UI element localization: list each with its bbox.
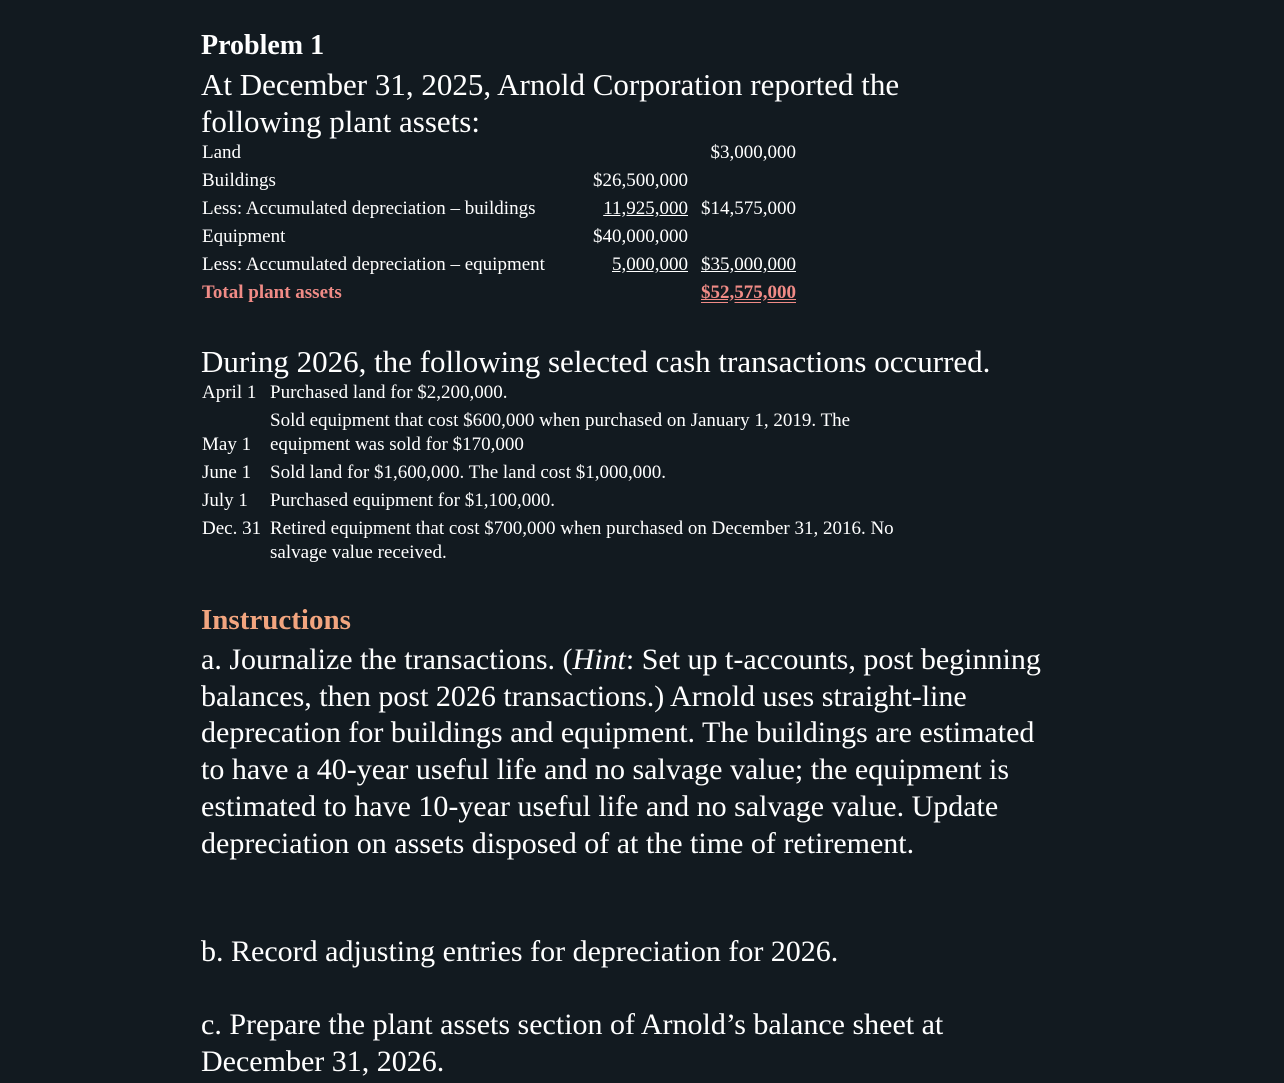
transaction-text: Purchased land for $2,200,000. [270,382,508,403]
total-plant-assets-label: Total plant assets [202,282,342,303]
instruction-a-hint: Hint [572,643,626,676]
instruction-a-prefix: a. Journalize the transactions. ( [201,643,573,676]
equipment-net-value: $35,000,000 [701,254,796,275]
transaction-date: Dec. 31 [202,518,262,539]
transaction-date: June 1 [202,462,252,483]
transaction-text: equipment was sold for $170,000 [270,434,524,455]
transaction-text: Sold equipment that cost $600,000 when purchased on January 1, 2019. The [270,410,851,431]
buildings-value: $26,500,000 [593,170,688,191]
equipment-value: $40,000,000 [593,226,688,247]
instructions-heading: Instructions [201,604,351,636]
instruction-a [201,642,1041,862]
acc-dep-buildings-label: Less: Accumulated depreciation – buildings [202,198,536,219]
acc-dep-buildings-value: 11,925,000 [603,198,688,219]
acc-dep-equipment-label: Less: Accumulated depreciation – equipment [202,254,545,275]
buildings-net-value: $14,575,000 [701,198,796,219]
transaction-date: July 1 [202,490,248,511]
instruction-c: c. Prepare the plant assets section of Arnold’s balance sheet at December 31, 2026. [201,1008,944,1078]
acc-dep-equipment-value: 5,000,000 [612,254,688,275]
instruction-b: b. Record adjusting entries for depreciation for 2026. [201,935,839,968]
total-plant-assets-value: $52,575,000 [701,282,796,303]
buildings-label: Buildings [202,170,276,191]
problem-intro: At December 31, 2025, Arnold Corporation reported the following plant assets: [201,67,900,139]
transaction-date: May 1 [202,434,252,455]
transactions-heading: During 2026, the following selected cash transactions occurred. [201,344,991,379]
transaction-text: Retired equipment that cost $700,000 when purchased on December 31, 2016. No [270,518,894,539]
equipment-label: Equipment [202,226,286,247]
land-value: $3,000,000 [710,142,796,163]
instruction-a-rest: : Set up t-accounts, post beginning balances, then post 2026 transactions.) Arnold uses straight-line deprecation for buildings and equipment. The buildings are estimated to have a 40-year useful life and no salvage value; the equipment is estimated to have 10-year useful life and no salvage value. Update depreciation on assets disposed of at the time of retirement. [201,643,1041,860]
transaction-text: Purchased equipment for $1,100,000. [270,490,555,511]
transaction-date: April 1 [202,382,257,403]
transaction-text: salvage value received. [270,542,447,563]
land-label: Land [202,142,242,163]
transaction-text: Sold land for $1,600,000. The land cost $1,000,000. [270,462,666,483]
problem-title: Problem 1 [201,30,325,61]
